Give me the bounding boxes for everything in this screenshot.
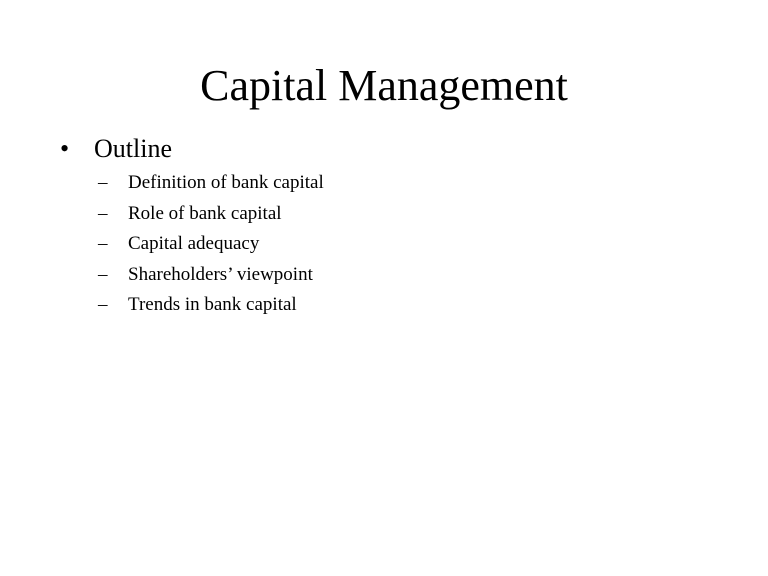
- outline-label: Outline: [94, 134, 172, 163]
- slide-title: Capital Management: [200, 61, 568, 110]
- dash-icon: –: [98, 263, 108, 285]
- list-item-text: Definition of bank capital: [128, 172, 324, 193]
- list-item: [98, 260, 324, 291]
- list-item: [98, 229, 324, 260]
- outline-list: [98, 168, 324, 321]
- list-item-text: Shareholders’ viewpoint: [128, 263, 313, 285]
- list-item-text: Role of bank capital: [128, 202, 282, 224]
- list-item-text: Trends in bank capital: [128, 294, 297, 315]
- list-item: [98, 290, 324, 321]
- dash-icon: –: [98, 294, 108, 315]
- dash-icon: –: [98, 172, 108, 193]
- list-item: [98, 168, 324, 199]
- bullet-icon: •: [60, 134, 70, 163]
- dash-icon: –: [98, 233, 108, 254]
- outline-heading: [60, 132, 172, 166]
- dash-icon: –: [98, 202, 108, 224]
- list-item: [98, 199, 324, 230]
- list-item-text: Capital adequacy: [128, 233, 260, 254]
